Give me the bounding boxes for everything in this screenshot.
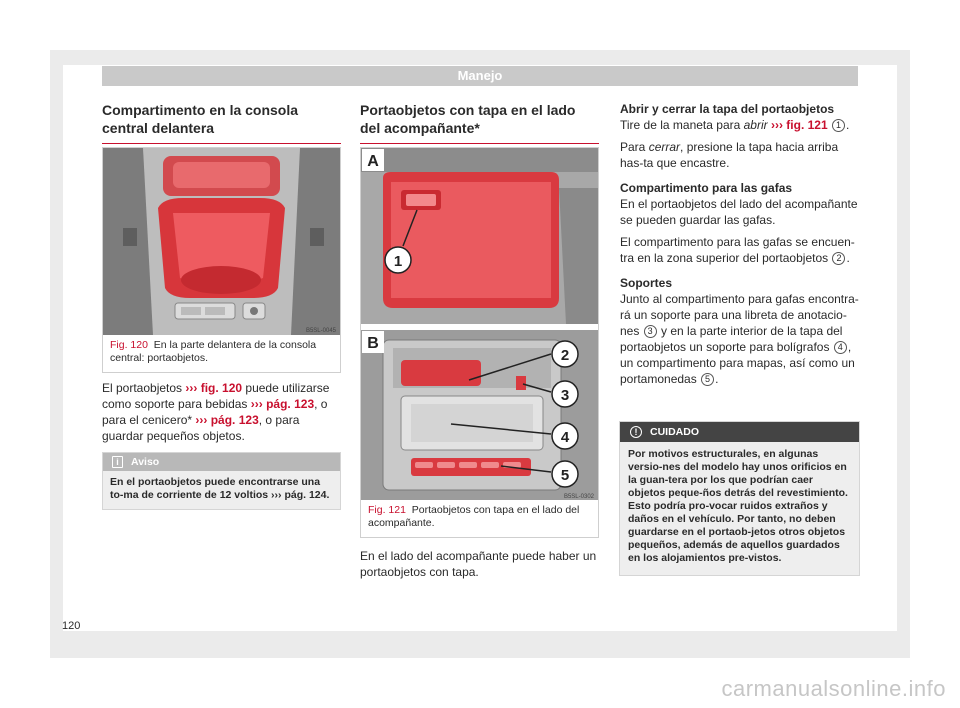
console-paragraph	[102, 380, 341, 444]
link-pag-123-b[interactable]: ››› pág. 123	[195, 413, 259, 427]
section-header: Manejo	[102, 66, 858, 86]
figure-caption	[103, 335, 340, 369]
text-segment: , o para guardar pequeños objetos.	[102, 413, 300, 443]
callout-ref-2: 2	[832, 252, 845, 265]
panel-b-label: B	[367, 335, 379, 352]
subheading-open-close: Abrir y cerrar la tapa del portaobjetos	[620, 102, 835, 116]
text-emphasis: cerrar	[648, 140, 681, 154]
caution-header	[620, 422, 859, 442]
caution-title: CUIDADO	[650, 426, 699, 438]
text-segment: , o para el cenicero*	[102, 397, 328, 427]
text-segment: Junto al compartimento para gafas encontra-rá un soporte para una libreta de anotacio-nes	[620, 292, 859, 338]
figure-120	[102, 147, 341, 373]
notice-box	[102, 452, 341, 510]
figure-label: Fig. 120	[110, 339, 148, 351]
heading-console-compartment: Compartimento en la consola central delantera	[102, 101, 341, 144]
text-segment: , presione la tapa hacia arriba has-ta que encastre.	[620, 140, 839, 170]
text-segment: Tire de la maneta para	[620, 118, 744, 132]
callout-ref-1: 1	[832, 119, 845, 132]
glovebox-illustration	[361, 148, 598, 500]
figure-caption-text: Portaobjetos con tapa en el lado del acompañante.	[368, 504, 580, 529]
info-icon: i	[112, 456, 123, 468]
console-illustration	[103, 148, 340, 335]
paragraph-open	[620, 117, 860, 133]
callout-1: 1	[393, 253, 403, 270]
panel-a-label: A	[367, 153, 379, 170]
callout-2: 2	[560, 347, 570, 364]
link-fig-121[interactable]: ››› fig. 121	[767, 118, 831, 132]
callout-5: 5	[560, 467, 570, 484]
figure-caption-text: En la parte delantera de la consola central: portaobjetos.	[110, 339, 317, 364]
text-segment: , un compartimento para mapas, así como un portamonedas	[620, 340, 855, 386]
glovebox-paragraph: En el lado del acompañante puede haber un portaobjetos con tapa.	[360, 549, 597, 579]
page-number: 120	[62, 620, 81, 632]
callout-ref-4: 4	[834, 341, 847, 354]
subheading-holders: Soportes	[620, 276, 673, 290]
notice-title: Aviso	[131, 456, 160, 468]
text-segment: .	[845, 118, 850, 132]
caution-box	[619, 421, 860, 576]
figure-code: B5SL-0045	[305, 328, 336, 334]
caution-text: Por motivos estructurales, en algunas versio-nes del modelo hay unos orificios en la guan-tera por los que podrían caer objetos peque-ños detrás del revestimiento. Esto podría pro-vocar ruidos extraños y daños en el vehículo. Por tanto, no deben guardarse en el portaob-jetos otros objetos pequeños, además de aquellos guardados en los alojamientos pre-vistos.	[620, 442, 859, 575]
callout-ref-5: 5	[701, 373, 714, 386]
paragraph-holders	[620, 291, 860, 387]
paragraph-glasses-2	[620, 234, 860, 266]
paragraph-close	[620, 139, 860, 171]
figure-caption	[361, 500, 598, 534]
callout-3: 3	[560, 387, 570, 404]
figure-121	[360, 147, 599, 538]
callout-4: 4	[560, 429, 570, 446]
text-segment: .	[846, 251, 850, 265]
figure-code: B5SL-0302	[563, 494, 594, 500]
text-segment: puede utilizarse como soporte para bebidas	[102, 381, 330, 411]
text-segment: y en la parte interior de la tapa del portaobjetos un soporte para bolígrafos	[620, 324, 843, 354]
heading-glovebox: Portaobjetos con tapa en el lado del acompañante*	[360, 101, 599, 144]
watermark-text: carmanualsonline.info	[721, 676, 946, 701]
callout-ref-3: 3	[644, 325, 657, 338]
text-segment: Para	[620, 140, 649, 154]
figure-label: Fig. 121	[368, 504, 406, 516]
link-pag-123[interactable]: ››› pág. 123	[250, 397, 315, 411]
notice-header	[103, 453, 340, 471]
text-segment: El portaobjetos	[102, 381, 186, 395]
notice-text: En el portaobjetos puede encontrarse una to-ma de corriente de 12 voltios ››› pág. 124.	[103, 471, 340, 509]
right-column	[620, 101, 860, 393]
subheading-glasses: Compartimento para las gafas	[620, 181, 793, 195]
paragraph-glasses-1: En el portaobjetos del lado del acompañante se pueden guardar las gafas.	[620, 197, 858, 227]
text-segment: El compartimento para las gafas se encuen-tra en la zona superior del portaobjetos	[620, 235, 855, 265]
link-fig-120[interactable]: ››› fig. 120	[185, 381, 243, 395]
caution-icon: !	[630, 426, 642, 438]
text-emphasis: abrir	[743, 118, 768, 132]
text-segment: .	[715, 372, 719, 386]
